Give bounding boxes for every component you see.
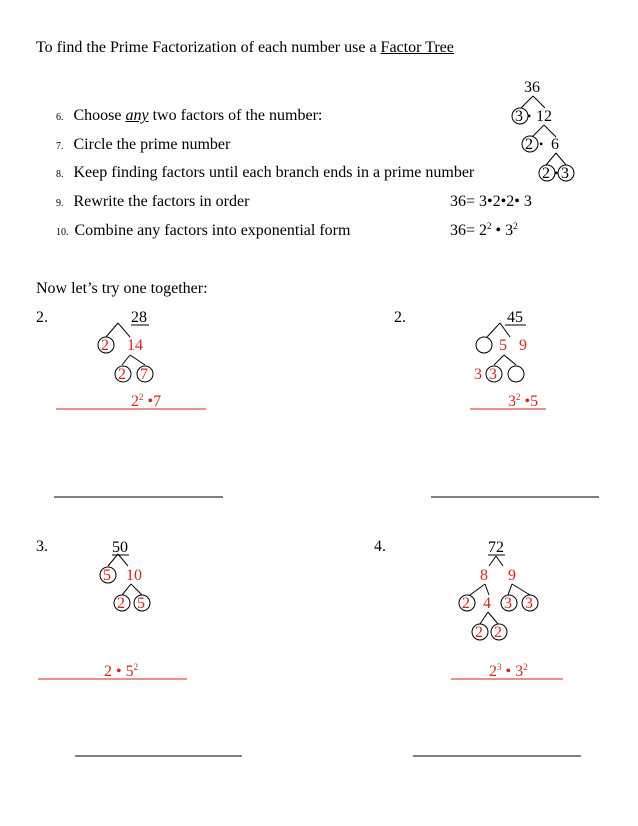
exponent: 2 — [133, 662, 139, 672]
problem-label: 3. — [36, 538, 48, 555]
step-text: Rewrite the factors in order — [73, 193, 250, 210]
answer-text: 2 — [489, 663, 497, 680]
tree-node: 4 — [483, 595, 491, 612]
example-factor: 3 — [561, 165, 569, 182]
tree-node: 14 — [127, 337, 143, 354]
answer-45 — [508, 393, 538, 411]
expr-text: 36= 2 — [450, 222, 488, 239]
tree-node: 2 — [118, 366, 126, 383]
dot-icon: • — [554, 166, 559, 180]
step-text: Combine any factors into exponential form — [74, 222, 351, 239]
tree-node: 2 — [101, 337, 109, 354]
answer-50 — [104, 663, 138, 681]
problem-root: 50 — [112, 539, 128, 556]
answer-text: •5 — [520, 393, 539, 410]
together-heading: Now let’s try one together: — [36, 280, 208, 297]
example-factor: 3 — [515, 108, 523, 125]
tree-node: 2 — [475, 624, 483, 641]
exponent: 3 — [497, 662, 502, 672]
exponent: 2 — [139, 392, 144, 402]
factor-tree-term: Factor Tree — [380, 39, 454, 56]
tree-node: 2 — [117, 595, 125, 612]
expr-text: • 3 — [491, 222, 514, 239]
dot-icon: • — [527, 109, 532, 123]
example-factor: 6 — [551, 136, 559, 153]
step-text: Keep finding factors until each branch ends in a prime number — [73, 164, 475, 181]
answer-text: • 3 — [501, 663, 524, 680]
step-number: 10. — [56, 227, 69, 238]
step-number: 6. — [56, 112, 64, 123]
step-number: 8. — [56, 169, 64, 180]
exponent: 2 — [487, 221, 492, 231]
empty-circle — [508, 366, 524, 382]
tree-node: 5 — [499, 337, 507, 354]
example-factor: 2 — [525, 136, 533, 153]
tree-node: 2 — [462, 595, 470, 612]
example-root: 36 — [524, 79, 540, 96]
tree-node: 2 — [494, 624, 502, 641]
problem-root: 28 — [131, 309, 147, 326]
tree-node: 5 — [103, 567, 111, 584]
tree-node: 9 — [519, 337, 527, 354]
problem-label: 4. — [374, 538, 386, 555]
step-number: 7. — [56, 141, 64, 152]
step-text: Circle the prime number — [73, 136, 231, 153]
exponent: 2 — [516, 392, 521, 402]
tree-node: 3 — [489, 366, 497, 383]
answer-text: 2 — [131, 393, 139, 410]
example-ordered-factors: 36= 3•2•2• 3 — [450, 193, 532, 210]
answer-text: 2 • 5 — [104, 663, 134, 680]
dot-icon: • — [539, 137, 544, 151]
exponent: 2 — [523, 662, 528, 672]
heading-text: To find the Prime Factorization of each number use a — [36, 39, 381, 56]
tree-node: 9 — [508, 567, 516, 584]
tree-node: 7 — [140, 366, 148, 383]
tree-node: 5 — [137, 595, 145, 612]
step-emphasis: any — [125, 107, 149, 124]
step-text: Choose — [73, 107, 126, 124]
answer-text: •7 — [143, 393, 162, 410]
tree-node: 8 — [480, 567, 488, 584]
problem-root: 72 — [488, 539, 504, 556]
example-factor: 2 — [542, 165, 550, 182]
exponent: 2 — [513, 221, 518, 231]
tree-node: 3 — [474, 366, 482, 383]
tree-node: 10 — [126, 567, 142, 584]
answer-28 — [131, 393, 161, 411]
empty-circle — [476, 337, 492, 353]
problem-root: 45 — [507, 309, 523, 326]
problem-label: 2. — [394, 309, 406, 326]
step-number: 9. — [56, 198, 64, 209]
example-factor: 12 — [536, 108, 552, 125]
tree-node: 3 — [525, 595, 533, 612]
answer-72 — [489, 663, 528, 681]
step-text: two factors of the number: — [148, 107, 323, 124]
problem-label: 2. — [36, 309, 48, 326]
tree-node: 3 — [504, 595, 512, 612]
answer-text: 3 — [508, 393, 516, 410]
